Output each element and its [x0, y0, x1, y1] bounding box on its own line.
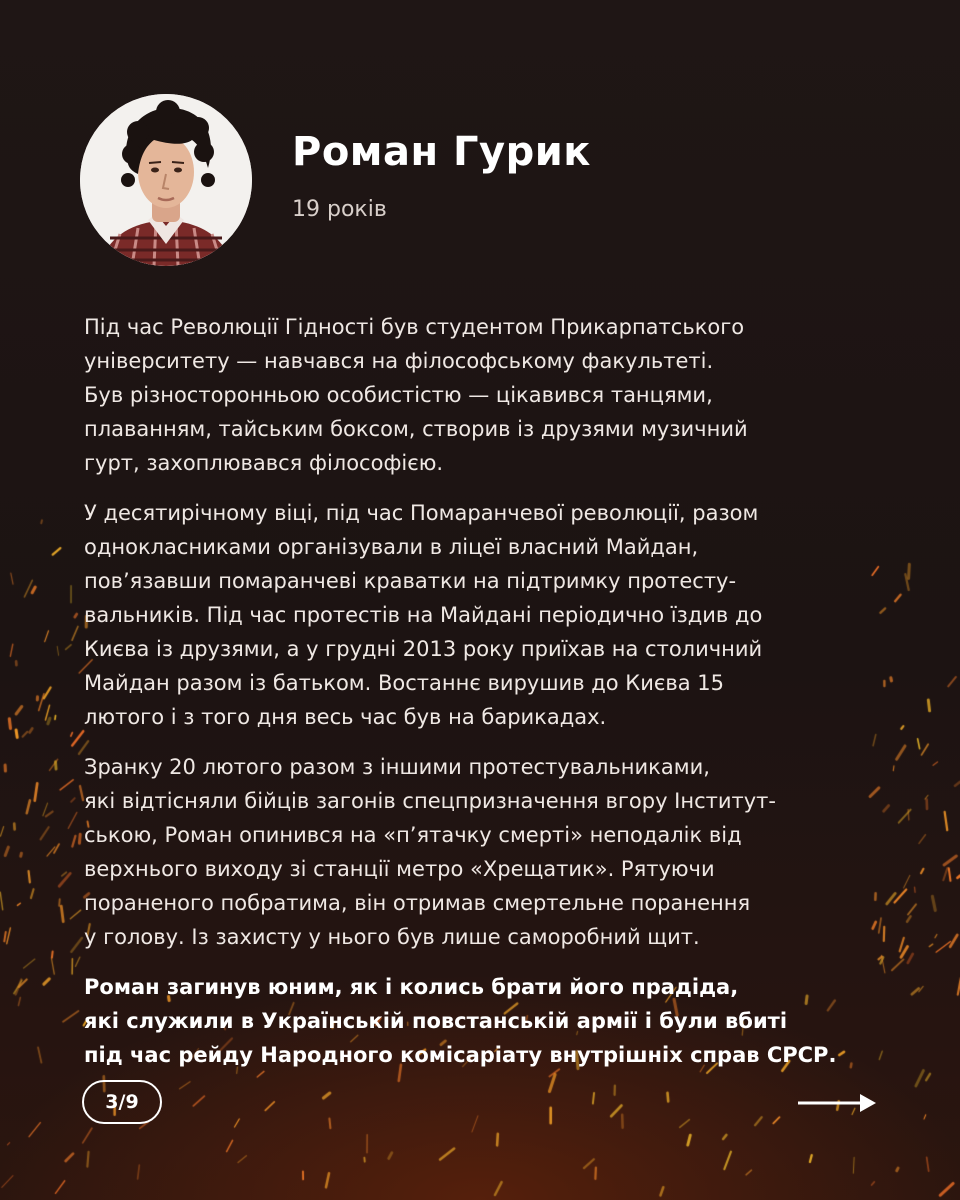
portrait-image: [80, 94, 252, 266]
paragraph-maidan: У десятирічному віці, під час Помаранчевої революції, разом однокласниками організували в ліцеї власний Майдан, пов’язавши помаранчеві краватки на підтримку протесту- вальників. Під час протестів на Майдані періодично їздив до Києва із друзями, а у грудні 2013 року приїхав на столичний Майдан разом із батьком. Востаннє вирушив до Києва 15 лютого і з того дня весь час був на барикадах.: [84, 501, 763, 729]
page-indicator: 3/9: [82, 1080, 162, 1124]
arrow-right-icon[interactable]: [796, 1090, 880, 1116]
person-age: 19 років: [292, 196, 387, 222]
paragraph-closing: Роман загинув юним, як і колись брати його прадіда, які служили в Українській повстанській армії і були вбиті під час рейду Народного комісаріату внутрішніх справ СРСР.: [84, 975, 837, 1067]
paragraph-death: Зранку 20 лютого разом з іншими протестувальниками, які відтісняли бійців загонів спецпризначення вгору Інститут- ською, Роман опинився на «п’ятачку смерті» неподалік від верхнього виходу зі станції метро «Хрещатик». Рятуючи пораненого побратима, він отримав смертельне поранення у голову. Із захисту у нього був лише саморобний щит.: [84, 755, 776, 949]
biography-text: [84, 310, 884, 1088]
profile-header: [80, 94, 591, 266]
paragraph-education: Під час Революції Гідності був студентом Прикарпатського університету — навчався на філософському факультеті. Був різносторонньою особистістю — цікавився танцями, плаванням, тайським боксом, створив із друзями музичний гурт, захоплювався філософією.: [84, 315, 748, 475]
profile-info: [292, 129, 591, 222]
avatar: [80, 94, 252, 266]
person-name: Роман Гурик: [292, 128, 591, 175]
